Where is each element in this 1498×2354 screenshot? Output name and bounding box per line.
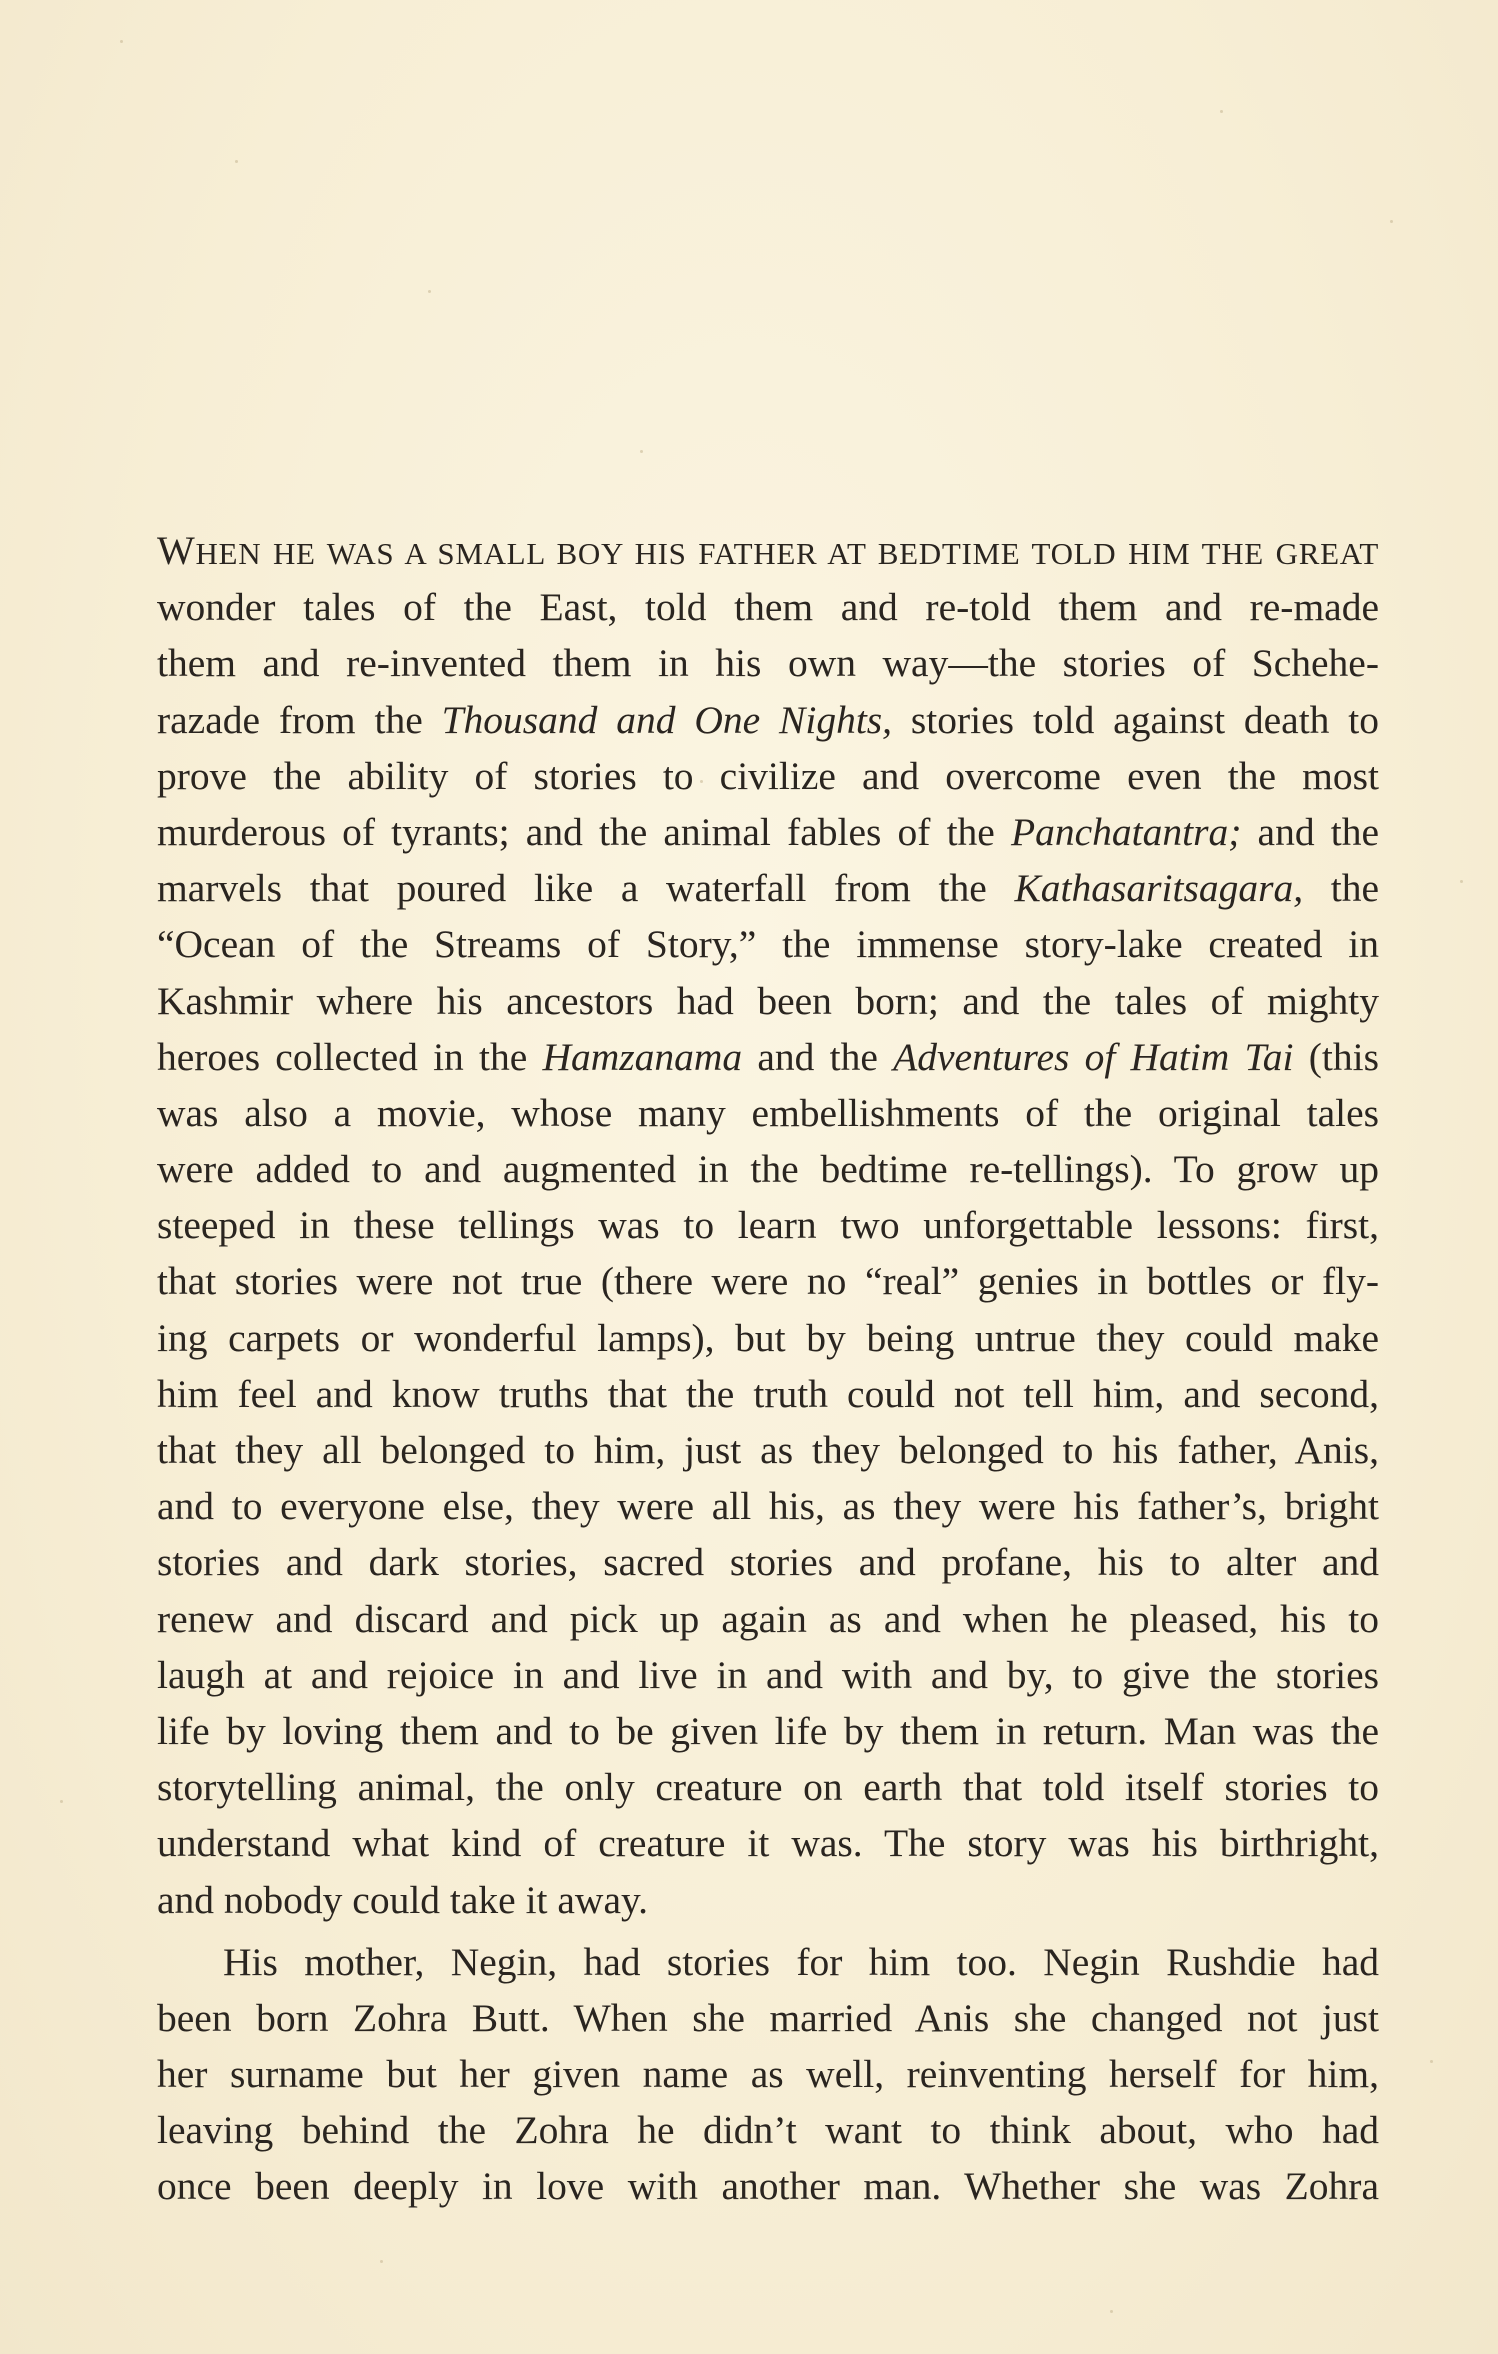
text-line: prove the ability of stories to civilize and overcome even the most <box>157 753 1379 798</box>
text-line: storytelling animal, the only creature on earth that told itself stories to <box>157 1765 1379 1810</box>
text-line: was also a movie, whose many embellishments of the original tales <box>157 1090 1379 1135</box>
paper-speck <box>1220 110 1223 113</box>
paper-speck <box>640 450 643 453</box>
text-line <box>157 860 1379 916</box>
text-line: them and re-invented them in his own way—the stories of Schehe- <box>157 641 1379 686</box>
paper-speck <box>235 160 238 163</box>
text-line <box>157 1029 1379 1085</box>
text-line <box>157 804 1379 860</box>
book-title-italic: Panchatantra; <box>1011 809 1242 854</box>
paper-speck <box>60 1800 63 1803</box>
text-run: and the <box>1241 809 1379 854</box>
text-line: life by loving them and to be given life by them in return. Man was the <box>157 1708 1379 1753</box>
paragraph-2 <box>157 1934 1379 2215</box>
text-run: and the <box>742 1034 894 1079</box>
paper-speck <box>120 40 123 43</box>
text-line: once been deeply in love with another man. Whether she was Zohra <box>157 2164 1379 2209</box>
text-run: heroes collected in the <box>157 1034 543 1079</box>
text-run: marvels that poured like a waterfall from the <box>157 866 1015 911</box>
paper-speck <box>1430 2060 1433 2063</box>
text-line: ing carpets or wonderful lamps), but by being untrue they could make <box>157 1315 1379 1360</box>
lead-capital: W <box>157 528 196 573</box>
text-line: laugh at and rejoice in and live in and with and by, to give the stories <box>157 1652 1379 1697</box>
text-line: renew and discard and pick up again as and when he pleased, his to <box>157 1596 1379 1641</box>
text-run: the <box>1303 866 1379 911</box>
text-line: His mother, Negin, had stories for him too. Negin Rushdie had <box>223 1939 1379 1984</box>
text-line: that they all belonged to him, just as they belonged to his father, Anis, <box>157 1428 1379 1472</box>
text-line: her surname but her given name as well, reinventing herself for him, <box>157 2052 1379 2097</box>
text-run: (this <box>1293 1034 1379 1079</box>
paper-speck <box>428 290 431 293</box>
paper-speck <box>1110 2310 1113 2313</box>
paragraph-1 <box>157 523 1379 1928</box>
text-line <box>157 692 1379 748</box>
text-line: steeped in these tellings was to learn two unforgettable lessons: first, <box>157 1203 1379 1248</box>
paper-speck <box>380 2260 383 2263</box>
body-text <box>157 523 1379 2215</box>
text-line: and nobody could take it away. <box>157 1877 649 1922</box>
text-line: wonder tales of the East, told them and re-told them and re-made <box>157 585 1379 630</box>
paper-speck <box>1390 220 1393 223</box>
opening-line <box>157 523 1379 579</box>
text-line: were added to and augmented in the bedtime re-tellings). To grow up <box>157 1147 1379 1192</box>
book-title-italic: Thousand and One Nights, <box>441 697 893 742</box>
text-line: that stories were not true (there were no “real” genies in bottles or fly- <box>157 1259 1379 1304</box>
text-line: and to everyone else, they were all his, as they were his father’s, bright <box>157 1484 1379 1529</box>
text-line: leaving behind the Zohra he didn’t want to think about, who had <box>157 2108 1379 2153</box>
text-run: stories told against death to <box>892 697 1379 742</box>
book-title-italic: Adventures of Hatim Tai <box>893 1034 1294 1079</box>
text-line: stories and dark stories, sacred stories and profane, his to alter and <box>157 1540 1379 1585</box>
text-line: been born Zohra Butt. When she married Anis she changed not just <box>157 1995 1379 2040</box>
text-line: “Ocean of the Streams of Story,” the immense story-lake created in <box>157 922 1379 967</box>
paper-speck <box>1460 880 1463 883</box>
text-line: Kashmir where his ancestors had been born; and the tales of mighty <box>157 978 1379 1023</box>
text-line: understand what kind of creature it was. The story was his birthright, <box>157 1821 1379 1866</box>
text-line: him feel and know truths that the truth could not tell him, and second, <box>157 1371 1379 1416</box>
text-run: murderous of tyrants; and the animal fables of the <box>157 809 1011 854</box>
book-title-italic: Hamzanama <box>542 1034 743 1079</box>
opening-small-caps: HEN HE WAS A SMALL BOY HIS FATHER AT BEDTIME TOLD HIM THE GREAT <box>195 536 1379 571</box>
book-title-italic: Kathasaritsagara, <box>1014 866 1304 911</box>
text-run: razade from the <box>157 697 442 742</box>
